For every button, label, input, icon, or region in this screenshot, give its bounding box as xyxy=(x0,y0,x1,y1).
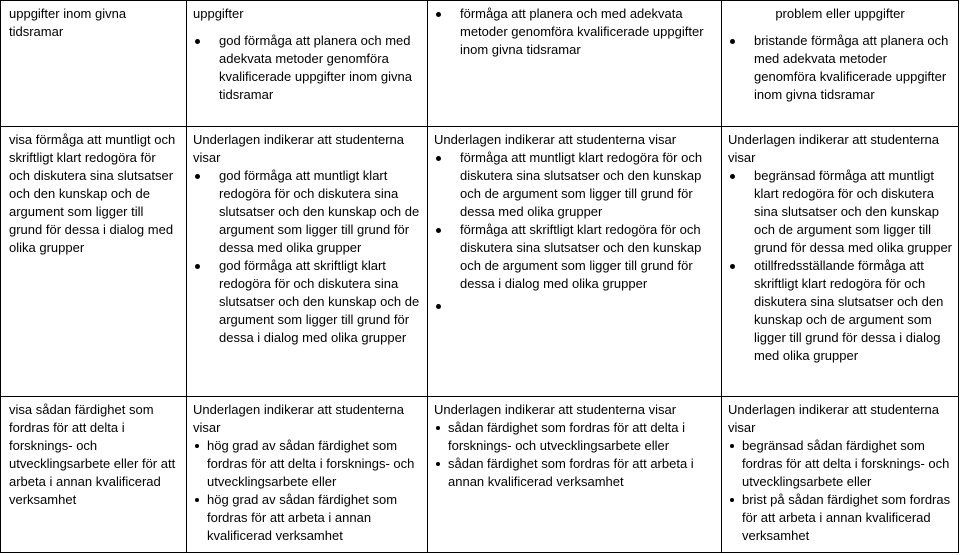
high-cell xyxy=(187,127,428,397)
header-high-list xyxy=(193,32,421,104)
list-item: hög grad av sådan färdighet som fordras för att delta i forsknings- och utvecklingsarbete eller xyxy=(193,437,421,491)
bullet-icon xyxy=(436,304,441,309)
header-row xyxy=(1,1,959,127)
bullet-icon xyxy=(436,462,440,466)
bullet-list xyxy=(193,437,421,545)
intro-text: Underlagen indikerar att studenterna visar xyxy=(434,132,677,147)
list-item: sådan färdighet som fordras för att delta i forsknings- och utvecklingsarbete eller xyxy=(434,419,715,455)
list-item: hög grad av sådan färdighet som fordras för att arbeta i annan kvalificerad verksamhet xyxy=(193,491,421,545)
bullet-icon xyxy=(195,174,200,179)
intro-text: Underlagen indikerar att studenterna visar xyxy=(728,402,940,435)
bullet-list xyxy=(434,149,715,315)
fail-cell xyxy=(722,397,959,553)
bullet-icon xyxy=(195,444,199,448)
list-item: bristande förmåga att planera och med adekvata metoder genomföra kvalificerade uppgifter inom givna tidsramar xyxy=(728,32,952,104)
criterion-text: visa förmåga att muntligt och skriftligt klart redogöra för och diskutera sina slutsatser och den kunskap och de argument som ligger till grund för dessa i dialog med olika grupper xyxy=(9,132,176,255)
list-item: otillfredsställande förmåga att skriftligt klart redogöra för och diskutera sina slutsatser och den kunskap och de argument som ligger till grund för dessa i dialog med olika grupper xyxy=(728,257,952,365)
header-high-cell xyxy=(187,1,428,127)
bullet-icon xyxy=(436,12,441,17)
bullet-icon xyxy=(195,264,200,269)
list-item: begränsad sådan färdighet som fordras för att delta i forsknings- och utvecklingsarbete eller xyxy=(728,437,952,491)
list-item: förmåga att planera och med adekvata metoder genomföra kvalificerade uppgifter inom givna tidsramar xyxy=(434,5,715,59)
table-row xyxy=(1,127,959,397)
bullet-icon xyxy=(730,174,735,179)
list-item: brist på sådan färdighet som fordras för att arbeta i annan kvalificerad verksamhet xyxy=(728,491,952,545)
intro-text: Underlagen indikerar att studenterna visar xyxy=(193,402,405,435)
bullet-icon xyxy=(436,426,440,430)
header-fail-title: problem eller uppgifter xyxy=(775,6,905,21)
high-cell xyxy=(187,397,428,553)
criterion-cell xyxy=(1,127,187,397)
bullet-list xyxy=(728,167,952,365)
bullet-icon xyxy=(195,39,200,44)
header-fail-cell xyxy=(722,1,959,127)
bullet-icon xyxy=(436,156,441,161)
pass-cell xyxy=(428,127,722,397)
bullet-icon xyxy=(730,498,734,502)
bullet-list xyxy=(728,437,952,545)
bullet-icon xyxy=(730,444,734,448)
pass-cell xyxy=(428,397,722,553)
bullet-icon xyxy=(730,264,735,269)
list-item: förmåga att skriftligt klart redogöra för och diskutera sina slutsatser och den kunskap och de argument som ligger till grund för dessa i dialog med olika grupper xyxy=(434,221,715,293)
list-item: god förmåga att planera och med adekvata metoder genomföra kvalificerade uppgifter inom givna tidsramar xyxy=(193,32,421,104)
list-item: sådan färdighet som fordras för att arbeta i annan kvalificerad verksamhet xyxy=(434,455,715,491)
list-item: god förmåga att skriftligt klart redogöra för och diskutera sina slutsatser och den kunskap och de argument som ligger till grund för dessa i dialog med olika grupper xyxy=(193,257,421,347)
bullet-list xyxy=(434,419,715,491)
fail-cell xyxy=(722,127,959,397)
bullet-icon xyxy=(436,228,441,233)
bullet-icon xyxy=(730,39,735,44)
bullet-icon xyxy=(195,498,199,502)
criterion-cell xyxy=(1,397,187,553)
header-criterion-cell xyxy=(1,1,187,127)
header-pass-list xyxy=(434,5,715,59)
intro-text: Underlagen indikerar att studenterna visar xyxy=(728,132,940,165)
header-fail-list xyxy=(728,32,952,104)
bullet-list xyxy=(193,167,421,347)
list-item: begränsad förmåga att muntligt klart redogöra för och diskutera sina slutsatser och den kunskap och de argument som ligger till grund för dessa med olika grupper xyxy=(728,167,952,257)
list-item: god förmåga att muntligt klart redogöra för och diskutera sina slutsatser och den kunskap och de argument som ligger till grund för dessa med olika grupper xyxy=(193,167,421,257)
list-item: förmåga att muntligt klart redogöra för och diskutera sina slutsatser och den kunskap och de argument som ligger till grund för dessa med olika grupper xyxy=(434,149,715,221)
list-item xyxy=(434,297,715,315)
header-high-title: uppgifter xyxy=(193,6,244,21)
criterion-text: visa sådan färdighet som fordras för att delta i forsknings- och utvecklingsarbete eller för att arbeta i annan kvalificerad verksamhet xyxy=(9,402,176,507)
header-criterion-text: uppgifter inom givna tidsramar xyxy=(9,6,127,39)
header-pass-cell xyxy=(428,1,722,127)
intro-text: Underlagen indikerar att studenterna visar xyxy=(193,132,405,165)
table-row xyxy=(1,397,959,553)
intro-text: Underlagen indikerar att studenterna visar xyxy=(434,402,677,417)
